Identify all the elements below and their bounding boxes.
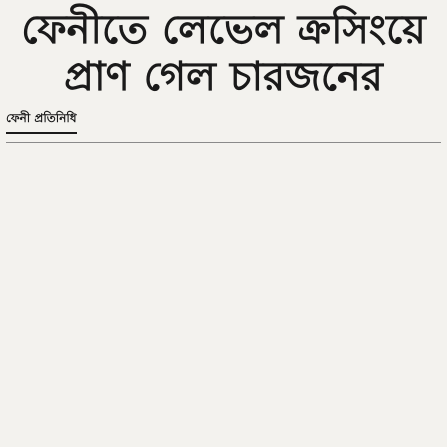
headline-line-1: ফেনীতে লেভেল ক্রসিংয়ে — [21, 7, 426, 53]
article-body — [6, 149, 441, 439]
byline: ফেনী প্রতিনিধি — [6, 110, 77, 134]
byline-row — [6, 100, 441, 134]
headline-line-2: প্রাণ গেল চারজনের — [64, 53, 383, 100]
divider — [6, 142, 441, 143]
